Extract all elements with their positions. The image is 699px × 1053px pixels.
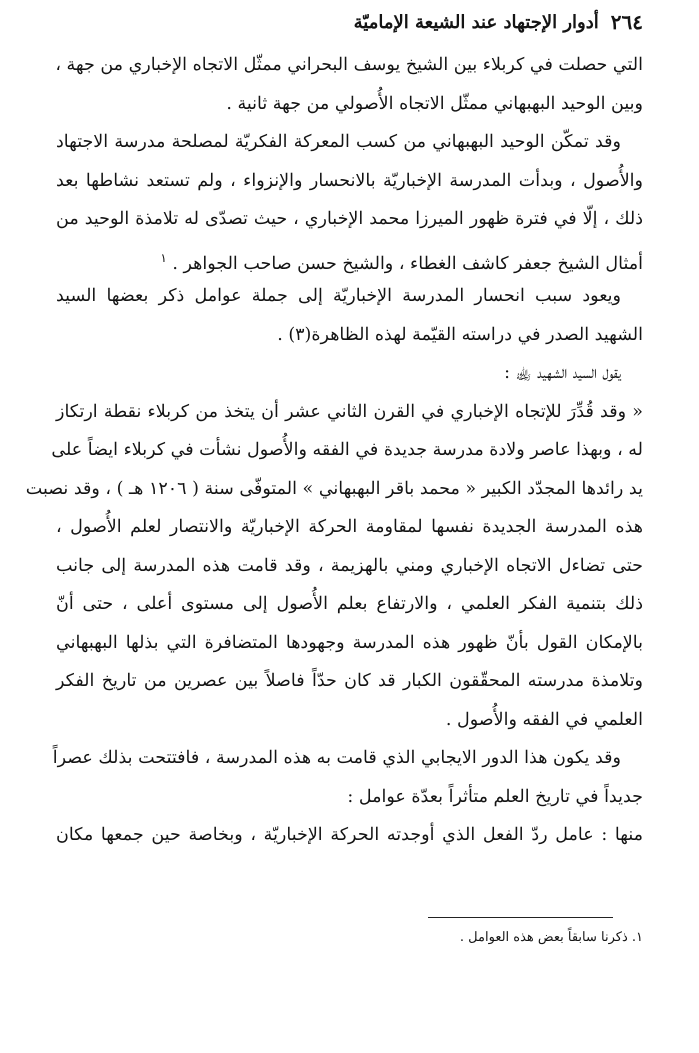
text-line: له ، وبهذا عاصر ولادة مدرسة جديدة في الفقه والأُصول نشأت في كربلاء ايضاً على — [51, 440, 643, 460]
text-line: التي حصلت في كربلاء بين الشيخ يوسف البحراني ممثّل الاتجاه الإخباري من جهة ، — [55, 55, 643, 75]
footnote-divider — [428, 917, 613, 918]
text-line: جديداً في تاريخ العلم متأثراً بعدّة عوامل : — [347, 786, 643, 807]
text-line: وقد تمكّن الوحيد البهبهاني من كسب المعركة الفكريّة لمصلحة مدرسة الاجتهاد — [56, 132, 621, 152]
text-line: ذلك ، إلّا في فترة ظهور الميرزا محمد الإخباري ، حيث تصدّى له تلامذة الوحيد من — [56, 209, 643, 229]
text-line: وتلامذة مدرسته المحقّقون الكبار قد كان حدّاً فاصلاً بين عصرين من تاريخ الفكر — [56, 671, 643, 691]
text-line: وقد يكون هذا الدور الايجابي الذي قامت به هذه المدرسة ، فافتتحت بذلك عصراً — [52, 748, 621, 768]
page-header — [56, 4, 643, 40]
text-line: وبين الوحيد البهبهاني ممثّل الاتجاه الأُصولي من جهة ثانية . — [226, 93, 643, 114]
text-line: هذه المدرسة الجديدة نفسها لمقاومة الحركة الإخباريّة والانتصار لعلم الأُصول ، — [56, 517, 643, 537]
text-line: يقول السيد الشهيد ﵀ : — [504, 363, 621, 383]
page-number: ٢٦٤ — [610, 10, 643, 34]
text-line: حتى تضاءل الاتجاه الإخباري ومني بالهزيمة ، وقد قامت هذه المدرسة إلى جانب — [56, 555, 643, 576]
text-line: « وقد قُدِّرَ للإتجاه الإخباري في القرن الثاني عشر أن يتخذ من كربلاء نقطة ارتكاز — [56, 401, 643, 422]
running-title: أدوار الإجتهاد عند الشيعة الإماميّة — [353, 11, 599, 33]
footnote: ١. ذكرنا سابقاً بعض هذه العوامل . — [459, 930, 643, 945]
text-line: أمثال الشيخ جعفر كاشف الغطاء ، والشيخ حسن صاحب الجواهر . — [172, 253, 643, 274]
text-line: الشهيد الصدر في دراسته القيّمة لهذه الظاهرة(٣) . — [277, 324, 643, 345]
text-line: يد رائدها المجدّد الكبير « محمد باقر البهبهاني » المتوفّى سنة ( ١٢٠٦ هـ ) ، وقد نصبت — [25, 478, 643, 499]
text-line: العلمي في الفقه والأُصول . — [445, 709, 643, 730]
text-line: منها : عامل ردّ الفعل الذي أوجدته الحركة الإخباريّة ، وبخاصة حين جمعها مكان — [56, 825, 643, 845]
text-line: والأُصول ، وبدأت المدرسة الإخباريّة بالانحسار والإنزواء ، ولم تستعد نشاطها بعد — [56, 170, 643, 191]
text-line-with-footnote — [56, 239, 643, 278]
footnote-marker: ١ — [160, 250, 167, 265]
body-text — [25, 46, 643, 855]
text-line: ويعود سبب انحسار المدرسة الإخباريّة إلى جملة عوامل ذكر بعضها السيد — [56, 286, 621, 306]
text-line: ذلك بتنمية الفكر العلمي ، والارتفاع بعلم الأُصول إلى مستوى أعلى ، حتى أنّ — [56, 594, 643, 614]
text-line: بالإمكان القول بأنّ ظهور هذه المدرسة وجهودها المتضافرة التي بذلها البهبهاني — [56, 632, 643, 653]
